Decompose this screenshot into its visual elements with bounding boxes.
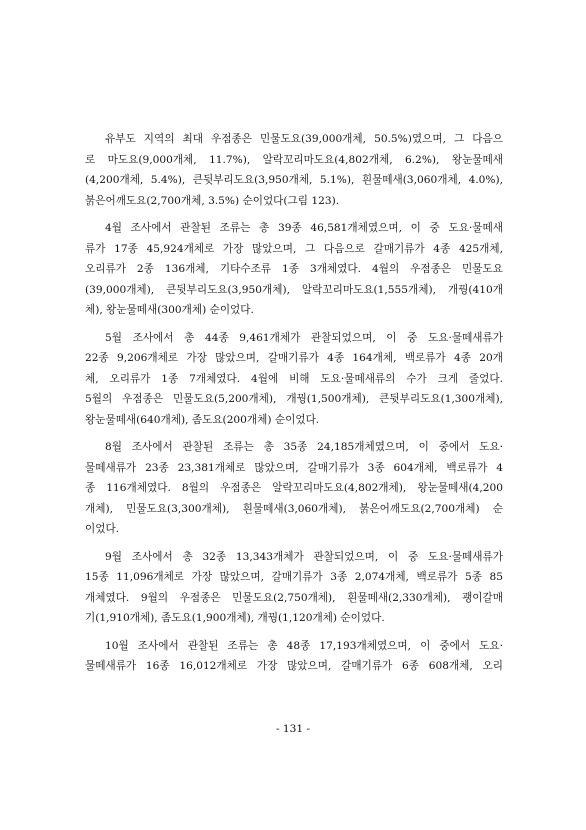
text-line: 물떼새류가 23종 23,381개체로 많았으며, 갈매기류가 3종 604개체, 백로류가 4 [85, 461, 503, 474]
text-line: 10월 조사에서 관찰된 조류는 총 48종 17,193개체였으며, 이 중에서 도요· [105, 639, 503, 652]
text-line: (39,000개체), 큰뒷부리도요(3,950개체), 알락꼬리마도요(1,555개체), 개꿩(410개 [85, 283, 503, 296]
text-line: 류가 17종 45,924개체로 가장 많았으며, 그 다음으로 갈매기류가 4종 425개체, [85, 242, 503, 255]
text-line: 개체), 민물도요(3,300개체), 흰물떼새(3,060개체), 붉은어깨도요(2,700개체) 순 [85, 502, 503, 515]
text-line: 5월 조사에서 총 44종 9,461개체가 관찰되었으며, 이 중 도요·물떼새류가 [105, 331, 503, 344]
paragraph-april [85, 218, 503, 321]
text-line: 물떼새류가 16종 16,012개체로 가장 많았으며, 갈매기류가 6종 608개체, 오리 [85, 660, 503, 672]
text-line: 5월의 우점종은 민물도요(5,200개체), 개꿩(1,500개체), 큰뒷부리도요(1,300개체), [85, 393, 503, 405]
paragraph-october [85, 636, 503, 677]
paragraph-september [85, 547, 503, 629]
text-line: 종 116개체였다. 8월의 우점종은 알락꼬리마도요(4,802개체), 왕눈물떼새(4,200 [85, 482, 503, 494]
paragraph-summary [85, 129, 503, 211]
text-line: 4월 조사에서 관찰된 조류는 총 39종 46,581개체였으며, 이 중 도요·물떼새 [105, 222, 503, 234]
text-line: 15종 11,096개체로 가장 많았으며, 갈매기류가 3종 2,074개체, 백로류가 5종 85 [85, 571, 503, 583]
text-line: 22종 9,206개체로 가장 많았으며, 갈매기류가 4종 164개체, 백로류가 4종 20개 [85, 352, 503, 364]
body-text [85, 129, 503, 684]
page-number: - 131 - [275, 723, 311, 735]
text-line: 체, 오리류가 1종 7개체였다. 4월에 비해 도요·물떼새류의 수가 크게 줄었다. [85, 372, 503, 385]
text-line: 8월 조사에서 관찰된 조류는 총 35종 24,185개체였으며, 이 중에서 도요· [105, 441, 503, 453]
text-line: 이었다. [85, 523, 120, 535]
paragraph-august [85, 437, 503, 540]
text-line: 로 마도요(9,000개체, 11.7%), 알락꼬리마도요(4,802개체, 6.2%), 왕눈물떼새 [85, 153, 503, 166]
text-line: (4,200개체, 5.4%), 큰뒷부리도요(3,950개체, 5.1%), 흰물떼새(3,060개체, 4.0%), [85, 174, 503, 186]
text-line: 체), 왕눈물떼새(300개체) 순이었다. [85, 304, 254, 316]
text-line: 기(1,910개체), 좀도요(1,900개체), 개꿩(1,120개체) 순이었다. [85, 612, 385, 624]
text-line: 붉은어깨도요(2,700개체, 3.5%) 순이었다(그림 123). [85, 194, 340, 207]
text-line: 유부도 지역의 최대 우점종은 민물도요(39,000개체, 50.5%)였으며, 그 다음으 [105, 133, 503, 145]
text-line: 오리류가 2종 136개체, 기타수조류 1종 3개체였다. 4월의 우점종은 민물도요 [85, 263, 503, 275]
text-line: 왕눈물떼새(640개체), 좀도요(200개체) 순이었다. [85, 413, 320, 426]
text-line: 9월 조사에서 총 32종 13,343개체가 관찰되었으며, 이 중 도요·물떼새류가 [105, 550, 503, 563]
paragraph-may [85, 328, 503, 431]
text-line: 개체였다. 9월의 우점종은 민물도요(2,750개체), 흰물떼새(2,330개체), 괭이갈매 [85, 591, 503, 604]
